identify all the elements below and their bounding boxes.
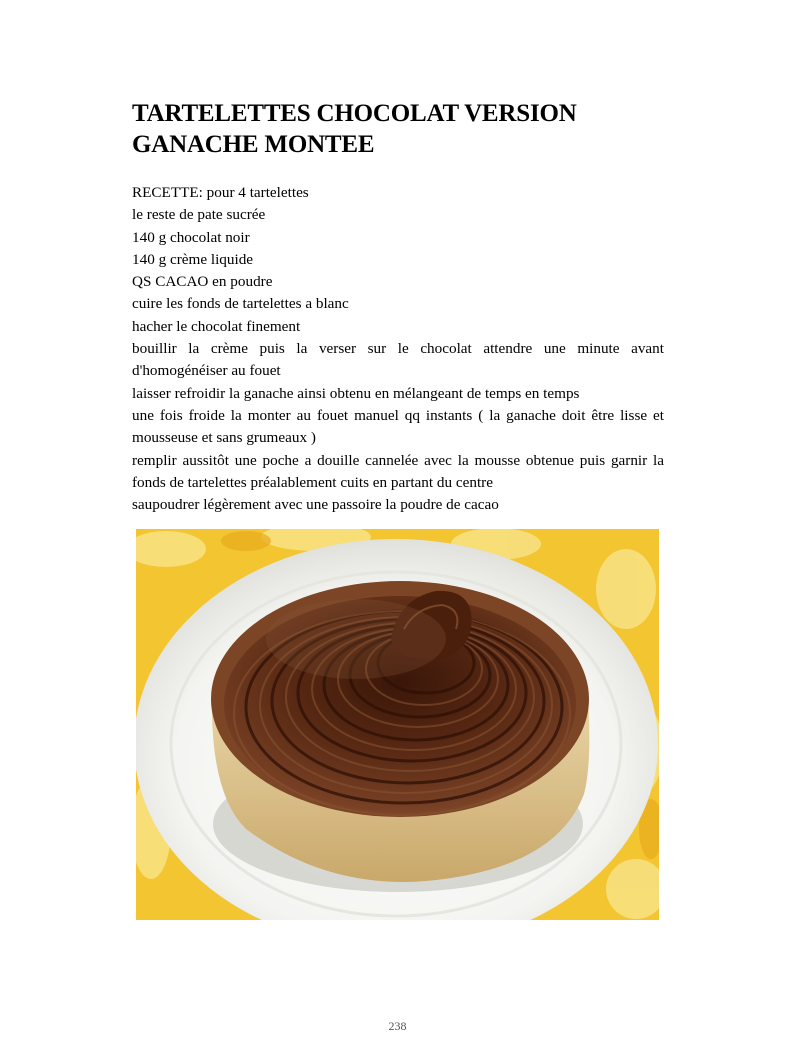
tartlet-photo-illustration [136, 529, 659, 920]
recipe-line: le reste de pate sucrée [132, 206, 266, 224]
recipe-line: RECETTE: pour 4 tartelettes [132, 184, 309, 201]
recipe-line: bouillir la crème puis la verser sur le chocolat attendre une minute avant d'homogénéiser au fouet [132, 340, 664, 380]
page-title [132, 98, 672, 160]
title-line-1: TARTELETTES CHOCOLAT VERSION [132, 100, 577, 127]
recipe-line: saupoudrer légèrement avec une passoire la poudre de cacao [132, 496, 499, 514]
recipe-line: QS CACAO en poudre [132, 273, 273, 291]
recipe-line: remplir aussitôt une poche a douille cannelée avec la mousse obtenue puis garnir la fonds de tartelettes préalablement cuits en partant du centre [132, 451, 664, 491]
recipe-body [132, 182, 664, 516]
recipe-line: une fois froide la monter au fouet manuel qq instants ( la ganache doit être lisse et mousseuse et sans grumeaux ) [132, 406, 664, 447]
page-number: 238 [388, 1019, 407, 1033]
recipe-line: hacher le chocolat finement [132, 317, 301, 335]
recipe-line: cuire les fonds de tartelettes a blanc [132, 295, 349, 313]
recipe-line: laisser refroidir la ganache ainsi obtenu en mélangeant de temps en temps [132, 384, 580, 402]
title-line-2: GANACHE MONTEE [132, 131, 375, 158]
tartlet-photo [136, 529, 659, 920]
recipe-line: 140 g chocolat noir [132, 228, 250, 246]
recipe-line: 140 g crème liquide [132, 250, 254, 268]
